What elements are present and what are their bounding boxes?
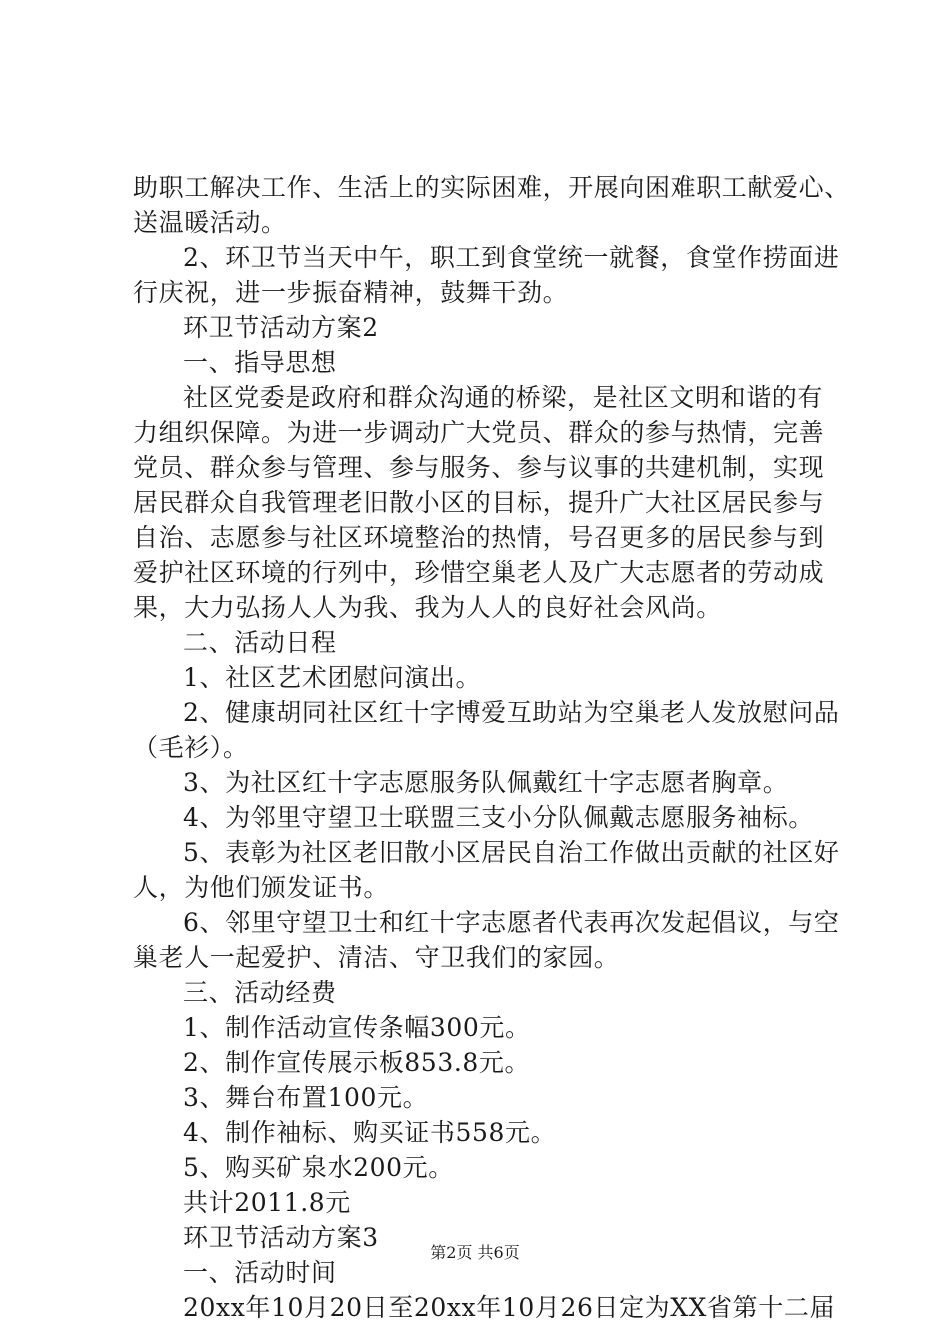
- text-line: 1、制作活动宣传条幅300元。: [183, 1013, 531, 1042]
- text-line: 爱护社区环境的行列中，珍惜空巢老人及广大志愿者的劳动成: [133, 558, 825, 587]
- text-line: 居民群众自我管理老旧散小区的目标，提升广大社区居民参与: [133, 488, 825, 517]
- text-line: 4、制作袖标、购买证书558元。: [183, 1118, 557, 1147]
- text-line: 自治、志愿参与社区环境整治的热情，号召更多的居民参与到: [133, 523, 825, 552]
- text-line: 20xx年10月20日至20xx年10月26日定为XX省第十二届: [183, 1293, 836, 1322]
- text-line: 2、制作宣传展示板853.8元。: [183, 1048, 531, 1077]
- text-line: 三、活动经费: [183, 978, 337, 1007]
- text-line: 环卫节活动方案2: [183, 313, 379, 342]
- text-line: 党员、群众参与管理、参与服务、参与议事的共建机制，实现: [133, 453, 825, 482]
- text-line: 4、为邻里守望卫士联盟三支小分队佩戴志愿服务袖标。: [183, 803, 814, 832]
- text-line: 社区党委是政府和群众沟通的桥梁，是社区文明和谐的有: [183, 383, 824, 412]
- text-line: 助职工解决工作、生活上的实际困难，开展向困难职工献爱心、: [133, 173, 850, 202]
- text-line: 2、环卫节当天中午，职工到食堂统一就餐，食堂作捞面进: [183, 243, 840, 272]
- text-line: 一、活动时间: [183, 1258, 337, 1287]
- text-line: 3、为社区红十字志愿服务队佩戴红十字志愿者胸章。: [183, 768, 789, 797]
- text-line: 6、邻里守望卫士和红十字志愿者代表再次发起倡议，与空: [183, 908, 840, 937]
- text-line: 2、健康胡同社区红十字博爱互助站为空巢老人发放慰问品: [183, 698, 840, 727]
- text-line: 共计2011.8元: [183, 1188, 351, 1217]
- text-line: 一、指导思想: [183, 348, 337, 377]
- text-line: 3、舞台布置100元。: [183, 1083, 429, 1112]
- text-line: 5、购买矿泉水200元。: [183, 1153, 454, 1182]
- text-line: 二、活动日程: [183, 628, 337, 657]
- text-line: 人，为他们颁发证书。: [133, 873, 390, 902]
- text-line: 巢老人一起爱护、清洁、守卫我们的家园。: [133, 943, 620, 972]
- text-line: 果，大力弘扬人人为我、我为人人的良好社会风尚。: [133, 593, 722, 622]
- text-line: 环卫节活动方案3: [183, 1223, 379, 1252]
- text-line: 行庆祝，进一步振奋精神，鼓舞干劲。: [133, 278, 569, 307]
- text-line: 力组织保障。为进一步调动广大党员、群众的参与热情，完善: [133, 418, 825, 447]
- document-body: [133, 170, 850, 1325]
- page-footer: 第2页 共6页: [430, 1243, 520, 1262]
- text-line: 送温暖活动。: [133, 208, 287, 237]
- text-line: （毛衫）。: [133, 733, 249, 762]
- text-line: 5、表彰为社区老旧散小区居民自治工作做出贡献的社区好: [183, 838, 840, 867]
- text-line: 1、社区艺术团慰问演出。: [183, 663, 482, 692]
